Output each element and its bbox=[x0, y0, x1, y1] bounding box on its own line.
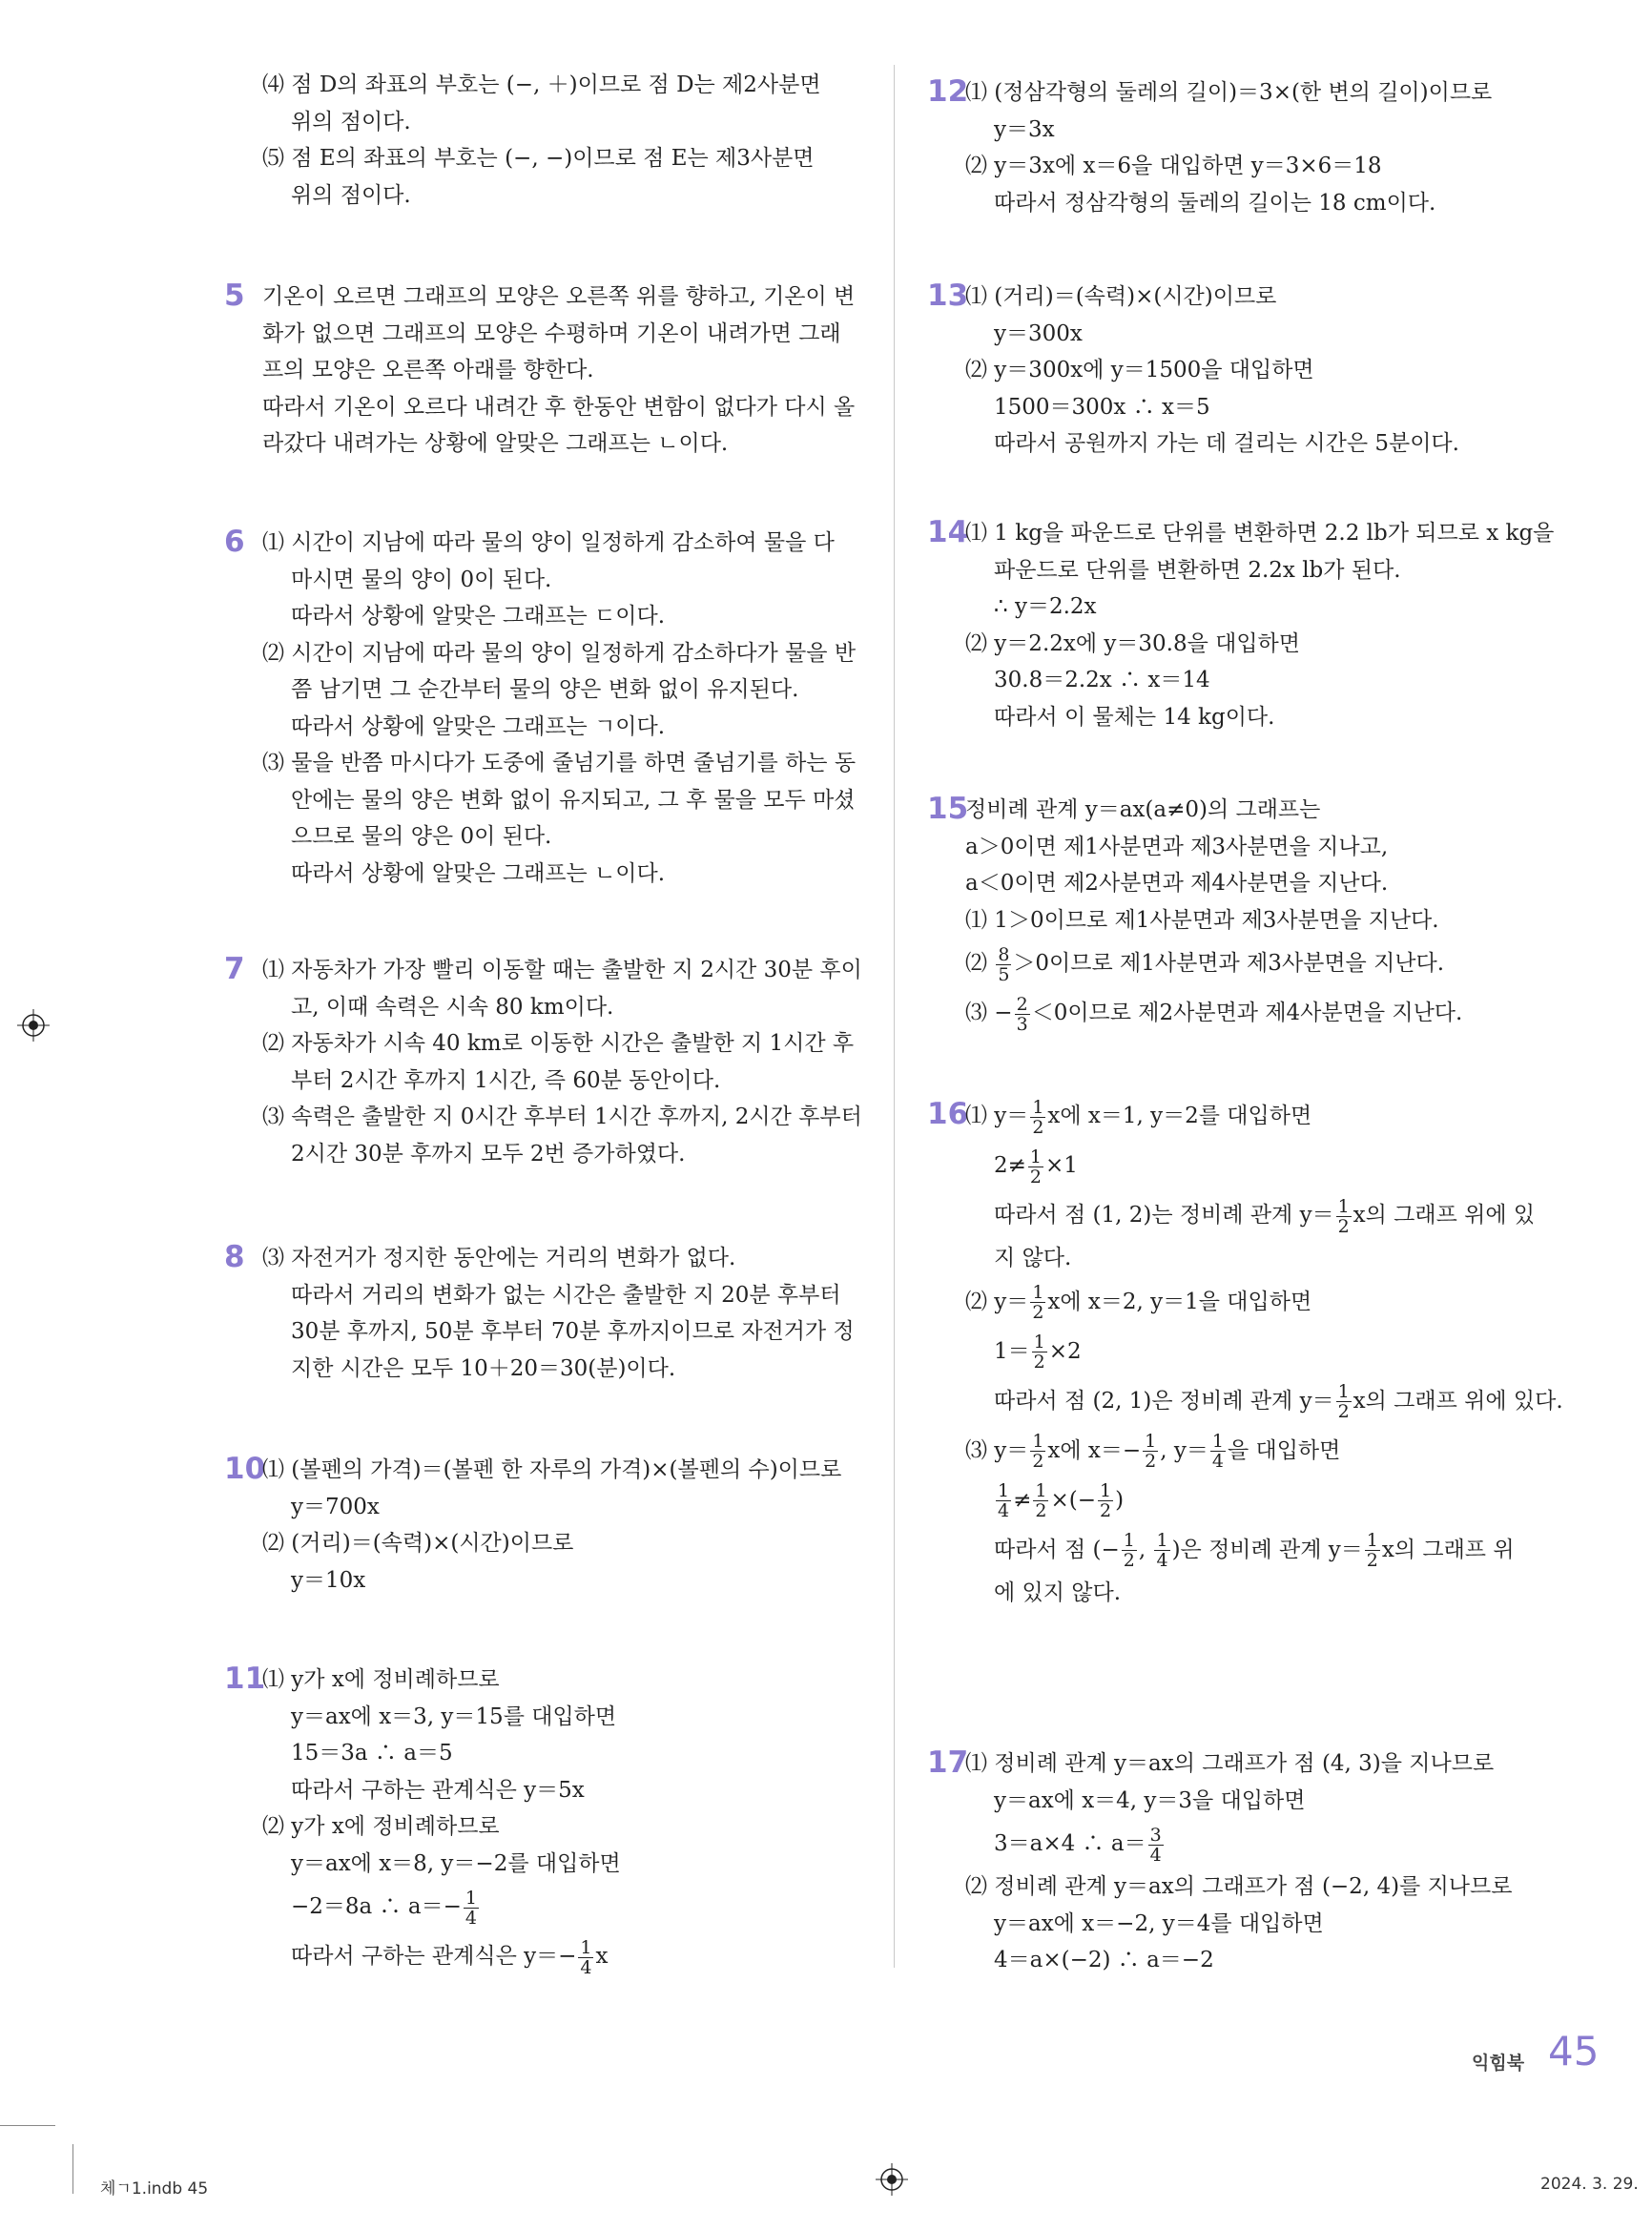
formula-text: ⑵ bbox=[965, 951, 995, 976]
formula-line bbox=[965, 988, 1576, 1038]
text-line: 1500＝300x ∴ x＝5 bbox=[994, 394, 1210, 420]
denominator: 4 bbox=[1211, 1451, 1224, 1472]
text-line: ⑵ 자동차가 시속 40 km로 이동한 시간은 출발한 지 1시간 후 bbox=[262, 1031, 855, 1056]
formula-text: , y＝ bbox=[1160, 1437, 1208, 1463]
fraction bbox=[996, 1481, 1011, 1520]
fraction bbox=[1365, 1531, 1380, 1570]
formula-text: x에 x＝2, y＝1을 대입하면 bbox=[1047, 1289, 1312, 1314]
numerator: 1 bbox=[1123, 1530, 1135, 1551]
fraction bbox=[1098, 1481, 1113, 1520]
formula-text: ＞0이므로 제1사분면과 제3사분면을 지난다. bbox=[1013, 951, 1445, 976]
problem-number: 17 bbox=[927, 1745, 969, 1780]
formula-text: ＜0이므로 제2사분면과 제4사분면을 지난다. bbox=[1031, 1001, 1463, 1025]
formula-text: 3＝a×4 ∴ a＝ bbox=[994, 1831, 1146, 1856]
fraction bbox=[1015, 995, 1030, 1034]
formula-line bbox=[965, 1141, 1576, 1190]
numerator: 1 bbox=[1145, 1431, 1157, 1452]
text-line: 에 있지 않다. bbox=[994, 1580, 1122, 1605]
text-line: a＜0이면 제2사분면과 제4사분면을 지난다. bbox=[965, 871, 1389, 896]
text-line: y＝3x bbox=[994, 116, 1055, 142]
formula-text: , bbox=[1138, 1537, 1153, 1562]
problem-number: 8 bbox=[224, 1240, 245, 1274]
numerator: 1 bbox=[1029, 1146, 1042, 1167]
numerator: 1 bbox=[1035, 1480, 1047, 1501]
text-line: 기온이 오르면 그래프의 모양은 오른쪽 위를 향하고, 기온이 변 bbox=[262, 284, 856, 309]
text-line: 화가 없으면 그래프의 모양은 수평하며 기온이 내려가면 그래 bbox=[262, 320, 841, 346]
formula-line bbox=[965, 939, 1576, 988]
text-line: 위의 점이다. bbox=[291, 109, 411, 134]
text-line: y＝ax에 x＝3, y＝15를 대입하면 bbox=[291, 1703, 617, 1729]
text-line: ⑶ 자전거가 정지한 동안에는 거리의 변화가 없다. bbox=[262, 1246, 736, 1270]
text-line: 쯤 남기면 그 순간부터 물의 양은 변화 없이 유지된다. bbox=[291, 677, 799, 702]
text-line: 지 않다. bbox=[994, 1246, 1072, 1270]
formula-line bbox=[965, 1525, 1576, 1575]
text-line: ⑴ 정비례 관계 y＝ax의 그래프가 점 (4, 3)을 지나므로 bbox=[965, 1751, 1495, 1776]
numerator: 1 bbox=[465, 1887, 477, 1909]
numerator: 1 bbox=[1211, 1431, 1224, 1452]
problem-number: 6 bbox=[224, 525, 245, 559]
formula-text: ×2 bbox=[1048, 1338, 1082, 1364]
formula-text: x의 그래프 위 bbox=[1381, 1537, 1515, 1562]
formula-text: x의 그래프 위에 있 bbox=[1353, 1203, 1536, 1228]
text-line: 따라서 상황에 알맞은 그래프는 ㄱ이다. bbox=[291, 713, 666, 739]
text-line: ⑵ (거리)＝(속력)×(시간)이므로 bbox=[262, 1531, 574, 1556]
denominator: 2 bbox=[1029, 1166, 1042, 1187]
numerator: 1 bbox=[998, 1480, 1010, 1501]
page-number: 45 bbox=[1548, 2028, 1600, 2075]
text-line: 고, 이때 속력은 시속 80 km이다. bbox=[291, 994, 614, 1020]
fraction bbox=[1143, 1432, 1158, 1471]
formula-line bbox=[262, 1882, 863, 1931]
numerator: 1 bbox=[1156, 1530, 1168, 1551]
text-line: a＞0이면 제1사분면과 제3사분면을 지나고, bbox=[965, 834, 1389, 859]
denominator: 2 bbox=[1032, 1451, 1044, 1472]
fraction bbox=[1336, 1382, 1352, 1421]
numerator: 8 bbox=[998, 943, 1010, 965]
text-line: 프의 모양은 오른쪽 아래를 향한다. bbox=[262, 358, 594, 382]
fraction bbox=[1148, 1826, 1164, 1865]
text-line: y＝300x bbox=[994, 320, 1083, 346]
formula-text: x에 x＝1, y＝2를 대입하면 bbox=[1047, 1104, 1312, 1128]
fraction bbox=[1210, 1432, 1226, 1471]
print-file-info: 체ㄱ1.indb 45 bbox=[100, 2179, 209, 2199]
denominator: 2 bbox=[1035, 1500, 1047, 1521]
fraction bbox=[1032, 1332, 1047, 1372]
text-line: 2시간 30분 후까지 모두 2번 증가하였다. bbox=[291, 1141, 686, 1167]
text-line: 따라서 구하는 관계식은 y＝5x bbox=[291, 1777, 585, 1803]
text-line: y＝700x bbox=[291, 1494, 380, 1519]
formula-line bbox=[965, 1376, 1576, 1426]
denominator: 4 bbox=[1156, 1550, 1168, 1571]
fraction bbox=[1154, 1531, 1169, 1570]
text-line: ⑴ 1 kg을 파운드로 단위를 변환하면 2.2 lb가 되므로 x kg을 bbox=[965, 521, 1555, 546]
numerator: 1 bbox=[1032, 1431, 1044, 1452]
numerator: 1 bbox=[1337, 1195, 1350, 1217]
formula-text: 따라서 점 (2, 1)은 정비례 관계 y＝ bbox=[994, 1388, 1334, 1414]
formula-text: ⑴ y＝ bbox=[965, 1104, 1029, 1128]
text-line: ⑵ 정비례 관계 y＝ax의 그래프가 점 (−2, 4)를 지나므로 bbox=[965, 1874, 1513, 1899]
text-line: 정비례 관계 y＝ax(a≠0)의 그래프는 bbox=[965, 797, 1321, 822]
formula-line bbox=[965, 1819, 1576, 1869]
text-line: 따라서 공원까지 가는 데 걸리는 시간은 5분이다. bbox=[994, 431, 1459, 456]
column-divider bbox=[894, 65, 895, 1968]
registration-mark-icon bbox=[17, 1009, 50, 1042]
text-line: 부터 2시간 후까지 1시간, 즉 60분 동안이다. bbox=[291, 1067, 721, 1093]
text-line: ⑴ (볼펜의 가격)＝(볼펜 한 자루의 가격)×(볼펜의 수)이므로 bbox=[262, 1457, 842, 1482]
text-line: y＝ax에 x＝4, y＝3을 대입하면 bbox=[994, 1787, 1306, 1813]
formula-line bbox=[965, 1327, 1576, 1376]
formula-text: 따라서 점 (− bbox=[994, 1537, 1120, 1562]
formula-text: x의 그래프 위에 있다. bbox=[1353, 1388, 1563, 1414]
formula-text: 따라서 점 (1, 2)는 정비례 관계 y＝ bbox=[994, 1203, 1334, 1228]
formula-text: ⑶ y＝ bbox=[965, 1437, 1029, 1463]
numerator: 3 bbox=[1149, 1824, 1162, 1846]
denominator: 2 bbox=[1337, 1401, 1350, 1422]
formula-text: ≠ bbox=[1013, 1487, 1032, 1513]
text-line: 30.8＝2.2x ∴ x＝14 bbox=[994, 668, 1210, 692]
text-line: 30분 후까지, 50분 후부터 70분 후까지이므로 자전거가 정 bbox=[291, 1319, 855, 1344]
denominator: 2 bbox=[1145, 1451, 1157, 1472]
denominator: 2 bbox=[1032, 1116, 1044, 1138]
numerator: 1 bbox=[580, 1936, 592, 1958]
formula-text: 1＝ bbox=[994, 1338, 1030, 1364]
fraction bbox=[1336, 1197, 1352, 1236]
fraction bbox=[1030, 1283, 1045, 1322]
denominator: 2 bbox=[1033, 1352, 1045, 1373]
crop-mark bbox=[72, 2144, 73, 2194]
formula-text: 따라서 구하는 관계식은 y＝− bbox=[291, 1944, 577, 1969]
denominator: 2 bbox=[1032, 1302, 1044, 1323]
text-line: ⑸ 점 E의 좌표의 부호는 (−, −)이므로 점 E는 제3사분면 bbox=[262, 146, 815, 171]
denominator: 5 bbox=[998, 963, 1010, 985]
problem-number: 13 bbox=[927, 279, 969, 313]
text-line: 마시면 물의 양이 0이 된다. bbox=[291, 567, 552, 592]
text-line: 라갔다 내려가는 상황에 알맞은 그래프는 ㄴ이다. bbox=[262, 431, 729, 456]
formula-text: −2＝8a ∴ a＝− bbox=[291, 1894, 462, 1919]
book-label: 익힘북 bbox=[1472, 2053, 1525, 2074]
formula-text: ) bbox=[1115, 1487, 1125, 1513]
print-date: 2024. 3. 29. bbox=[1540, 2175, 1639, 2194]
formula-text: ⑶ − bbox=[965, 1001, 1013, 1025]
text-line: 따라서 거리의 변화가 없는 시간은 출발한 지 20분 후부터 bbox=[291, 1282, 841, 1308]
formula-line bbox=[262, 1931, 863, 1981]
text-line: 따라서 이 물체는 14 kg이다. bbox=[994, 704, 1275, 730]
denominator: 2 bbox=[1123, 1550, 1135, 1571]
registration-mark-icon bbox=[876, 2163, 908, 2196]
problem-number: 15 bbox=[927, 792, 969, 826]
denominator: 4 bbox=[465, 1907, 477, 1929]
numerator: 2 bbox=[1016, 993, 1028, 1015]
text-line: 으므로 물의 양은 0이 된다. bbox=[291, 824, 552, 849]
text-line: 따라서 정삼각형의 둘레의 길이는 18 cm이다. bbox=[994, 190, 1436, 216]
text-line: ∴ y＝2.2x bbox=[994, 594, 1097, 619]
fraction bbox=[1030, 1432, 1045, 1471]
text-line: 안에는 물의 양은 변화 없이 유지되고, 그 후 물을 모두 마셨 bbox=[291, 787, 856, 813]
denominator: 4 bbox=[1149, 1844, 1162, 1866]
formula-line bbox=[965, 1426, 1576, 1476]
text-line: ⑵ y＝3x에 x＝6을 대입하면 y＝3×6＝18 bbox=[965, 154, 1382, 178]
problem-number: 11 bbox=[224, 1662, 266, 1696]
formula-text: ×(− bbox=[1050, 1487, 1096, 1513]
formula-line bbox=[965, 1476, 1576, 1525]
denominator: 2 bbox=[1366, 1550, 1378, 1571]
formula-text: )은 정비례 관계 y＝ bbox=[1171, 1537, 1363, 1562]
text-line: ⑶ 물을 반쯤 마시다가 도중에 줄넘기를 하면 줄넘기를 하는 동 bbox=[262, 751, 857, 775]
problem-number: 14 bbox=[927, 515, 969, 549]
numerator: 1 bbox=[1337, 1381, 1350, 1402]
problem-number: 5 bbox=[224, 279, 245, 313]
denominator: 2 bbox=[1100, 1500, 1112, 1521]
formula-line bbox=[965, 1190, 1576, 1240]
text-line: ⑴ 자동차가 가장 빨리 이동할 때는 출발한 지 2시간 30분 후이 bbox=[262, 958, 862, 982]
text-line: ⑵ y가 x에 정비례하므로 bbox=[262, 1814, 500, 1839]
text-line: ⑵ y＝300x에 y＝1500을 대입하면 bbox=[965, 358, 1314, 382]
text-line: 따라서 상황에 알맞은 그래프는 ㄷ이다. bbox=[291, 604, 666, 629]
formula-text: 을 대입하면 bbox=[1227, 1437, 1341, 1463]
numerator: 1 bbox=[1033, 1332, 1045, 1352]
numerator: 1 bbox=[1366, 1530, 1378, 1551]
fraction bbox=[996, 945, 1011, 984]
formula-text: x에 x＝− bbox=[1047, 1437, 1142, 1463]
fraction bbox=[1028, 1147, 1043, 1187]
denominator: 4 bbox=[580, 1956, 592, 1978]
denominator: 4 bbox=[998, 1500, 1010, 1521]
formula-line bbox=[965, 1277, 1576, 1327]
problem-number: 10 bbox=[224, 1452, 266, 1486]
problem-number: 7 bbox=[224, 952, 245, 986]
denominator: 3 bbox=[1016, 1013, 1028, 1035]
text-line: ⑶ 속력은 출발한 지 0시간 후부터 1시간 후까지, 2시간 후부터 bbox=[262, 1105, 862, 1129]
text-line: 15＝3a ∴ a＝5 bbox=[291, 1741, 453, 1765]
problem-number: 16 bbox=[927, 1097, 969, 1131]
formula-line bbox=[965, 1091, 1576, 1141]
text-line: ⑵ y＝2.2x에 y＝30.8을 대입하면 bbox=[965, 630, 1300, 656]
fraction bbox=[578, 1938, 593, 1977]
text-line: ⑵ 시간이 지남에 따라 물의 양이 일정하게 감소하다가 물을 반 bbox=[262, 640, 857, 666]
numerator: 1 bbox=[1100, 1480, 1112, 1501]
formula-text: ⑵ y＝ bbox=[965, 1289, 1029, 1314]
text-line: y＝10x bbox=[291, 1567, 366, 1593]
numerator: 1 bbox=[1032, 1096, 1044, 1118]
fraction bbox=[1122, 1531, 1137, 1570]
denominator: 2 bbox=[1337, 1215, 1350, 1237]
problem-number: 12 bbox=[927, 74, 969, 109]
text-line: ⑴ (정삼각형의 둘레의 길이)＝3×(한 변의 길이)이므로 bbox=[965, 80, 1493, 105]
text-line: ⑴ 시간이 지남에 따라 물의 양이 일정하게 감소하여 물을 다 bbox=[262, 530, 835, 555]
text-line: 지한 시간은 모두 10＋20＝30(분)이다. bbox=[291, 1355, 676, 1381]
fraction bbox=[1030, 1098, 1045, 1137]
text-line: y＝ax에 x＝−2, y＝4를 대입하면 bbox=[994, 1910, 1324, 1936]
text-line: y＝ax에 x＝8, y＝−2를 대입하면 bbox=[291, 1850, 621, 1876]
text-line: 위의 점이다. bbox=[291, 182, 411, 208]
crop-mark bbox=[0, 2125, 55, 2126]
text-line: 따라서 기온이 오르다 내려간 후 한동안 변함이 없다가 다시 올 bbox=[262, 394, 856, 420]
formula-text: 2≠ bbox=[994, 1153, 1026, 1178]
fraction bbox=[464, 1889, 479, 1928]
formula-text: ×1 bbox=[1045, 1153, 1078, 1178]
fraction bbox=[1033, 1481, 1048, 1520]
numerator: 1 bbox=[1032, 1282, 1044, 1303]
text-line: 따라서 상황에 알맞은 그래프는 ㄴ이다. bbox=[291, 860, 666, 886]
text-line: ⑴ (거리)＝(속력)×(시간)이므로 bbox=[965, 284, 1277, 309]
text-line: ⑴ y가 x에 정비례하므로 bbox=[262, 1667, 500, 1692]
text-line: ⑷ 점 D의 좌표의 부호는 (−, ＋)이므로 점 D는 제2사분면 bbox=[262, 72, 821, 97]
text-line: 파운드로 단위를 변환하면 2.2x lb가 된다. bbox=[994, 557, 1401, 583]
text-line: ⑴ 1＞0이므로 제1사분면과 제3사분면을 지난다. bbox=[965, 907, 1439, 933]
formula-text: x bbox=[595, 1944, 609, 1969]
text-line: 4＝a×(−2) ∴ a＝−2 bbox=[994, 1948, 1214, 1972]
